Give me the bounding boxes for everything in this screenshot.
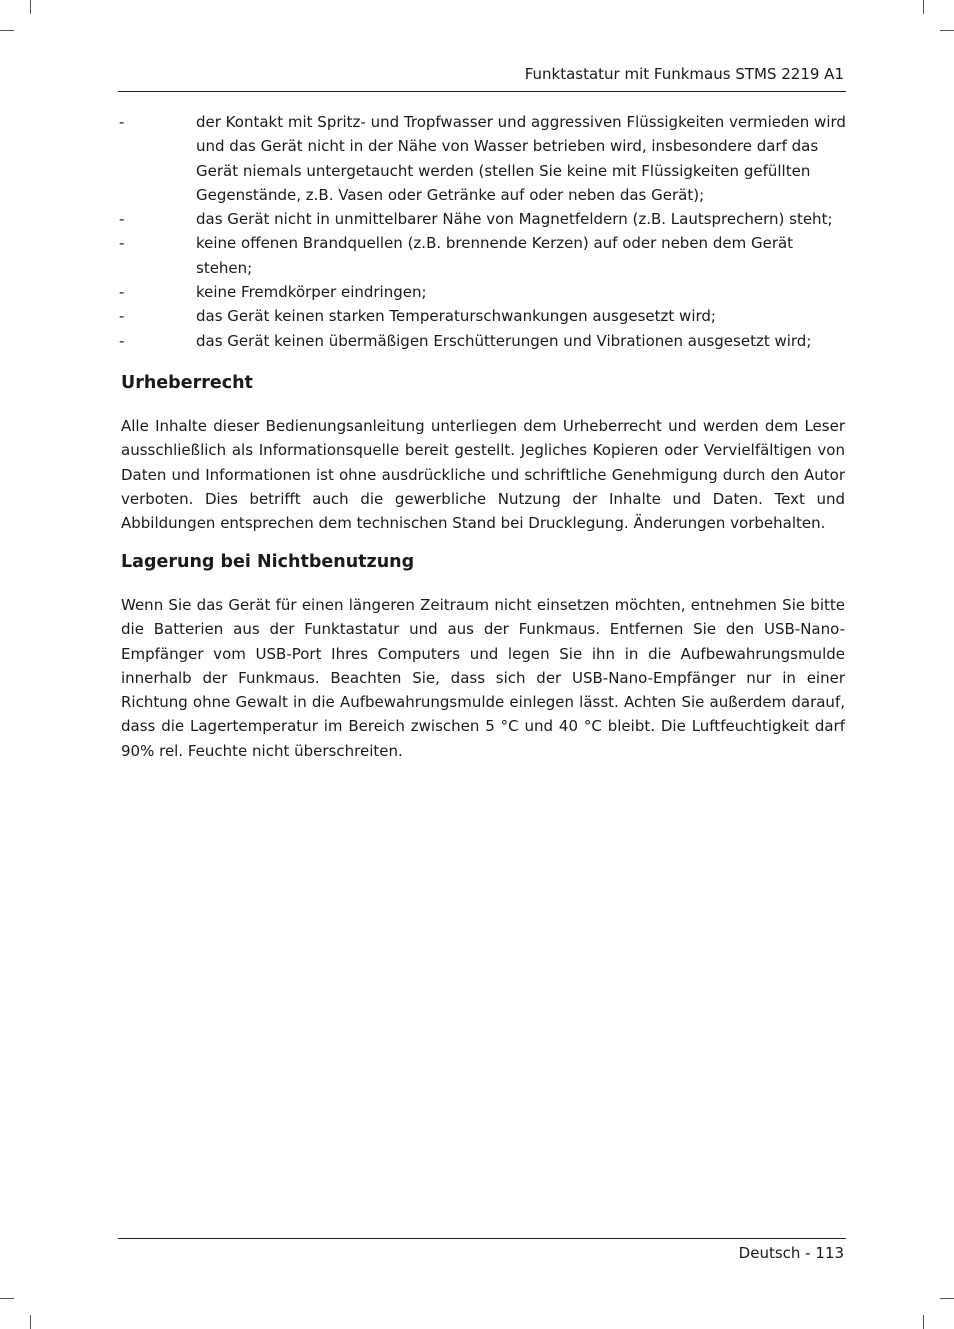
crop-mark [923, 1315, 924, 1329]
crop-mark [30, 0, 31, 14]
list-item-text: das Gerät nicht in unmittelbarer Nähe von Magnetfeldern (z.B. Lautsprechern) steht; [196, 210, 833, 229]
page-footer: Deutsch - 113 [738, 1244, 844, 1262]
list-item [119, 231, 846, 280]
running-header: Funktastatur mit Funkmaus STMS 2219 A1 [524, 65, 844, 83]
list-item [119, 280, 846, 304]
list-item-text: keine Fremdkörper eindringen; [196, 283, 427, 302]
bullet-dash: - [119, 113, 125, 131]
list-item-text: das Gerät keinen starken Temperaturschwankungen ausgesetzt wird; [196, 307, 716, 326]
crop-mark [0, 1298, 14, 1299]
list-item [119, 329, 846, 353]
bullet-dash: - [119, 283, 125, 302]
section-body-copyright: Alle Inhalte dieser Bedienungsanleitung unterliegen dem Urheberrecht und werden dem Leser ausschließlich als Informationsquelle bereit gestellt. Jegliches Kopieren oder Vervielfältigen von Daten und Informationen ist ohne ausdrückliche und schriftliche Genehmigung durch den Autor verboten. Dies betrifft auch die gewerbliche Nutzung der Inhalte und Daten. Text und Abbildungen entsprechen dem technischen Stand bei Drucklegung. Änderungen vorbehalten. [121, 417, 845, 533]
bullet-dash: - [119, 210, 125, 229]
header-rule [118, 91, 846, 92]
bullet-dash: - [119, 307, 125, 326]
list-item [119, 110, 846, 207]
section-heading-storage: Lagerung bei Nichtbenutzung [121, 552, 415, 572]
list-item-text: keine offenen Brandquellen (z.B. brennende Kerzen) auf oder neben dem Gerät stehen; [196, 234, 794, 277]
crop-mark [0, 30, 14, 31]
bullet-dash: - [119, 331, 125, 350]
crop-mark [940, 1298, 954, 1299]
list-item-text: der Kontakt mit Spritz- und Tropfwasser und aggressiven Flüssigkeiten vermieden wird und das Gerät nicht in der Nähe von Wasser betrieben wird, insbesondere darf das Gerät niemals untergetaucht werden (stellen Sie keine mit Flüssigkeiten gefüllten Gegenstände, z.B. Vasen oder Getränke auf oder neben das Gerät); [196, 113, 846, 204]
section-body-storage: Wenn Sie das Gerät für einen längeren Zeitraum nicht einsetzen möchten, entnehmen Sie bitte die Batterien aus der Funktastatur und aus der Funkmaus. Entfernen Sie den USB-Nano-Empfänger vom USB-Port Ihres Computers und legen Sie ihn in die Aufbewahrungsmulde innerhalb der Funkmaus. Beachten Sie, dass sich der USB-Nano-Empfänger nur in einer Richtung ohne Gewalt in die Aufbewahrungsmulde einlegen lässt. Achten Sie außerdem darauf, dass die Lagertemperatur im Bereich zwischen 5 °C und 40 °C bleibt. Die Luftfeuchtigkeit darf 90% rel. Feuchte nicht überschreiten. [121, 596, 845, 760]
crop-mark [940, 30, 954, 31]
list-item [119, 304, 846, 328]
bullet-dash: - [119, 234, 125, 253]
footer-rule [118, 1238, 846, 1239]
crop-mark [30, 1315, 31, 1329]
list-item-text: das Gerät keinen übermäßigen Erschütterungen und Vibrationen ausgesetzt wird; [196, 331, 812, 350]
list-item [119, 207, 846, 231]
crop-mark [923, 0, 924, 14]
bullet-list [119, 110, 846, 353]
section-heading-copyright: Urheberrecht [121, 373, 253, 393]
